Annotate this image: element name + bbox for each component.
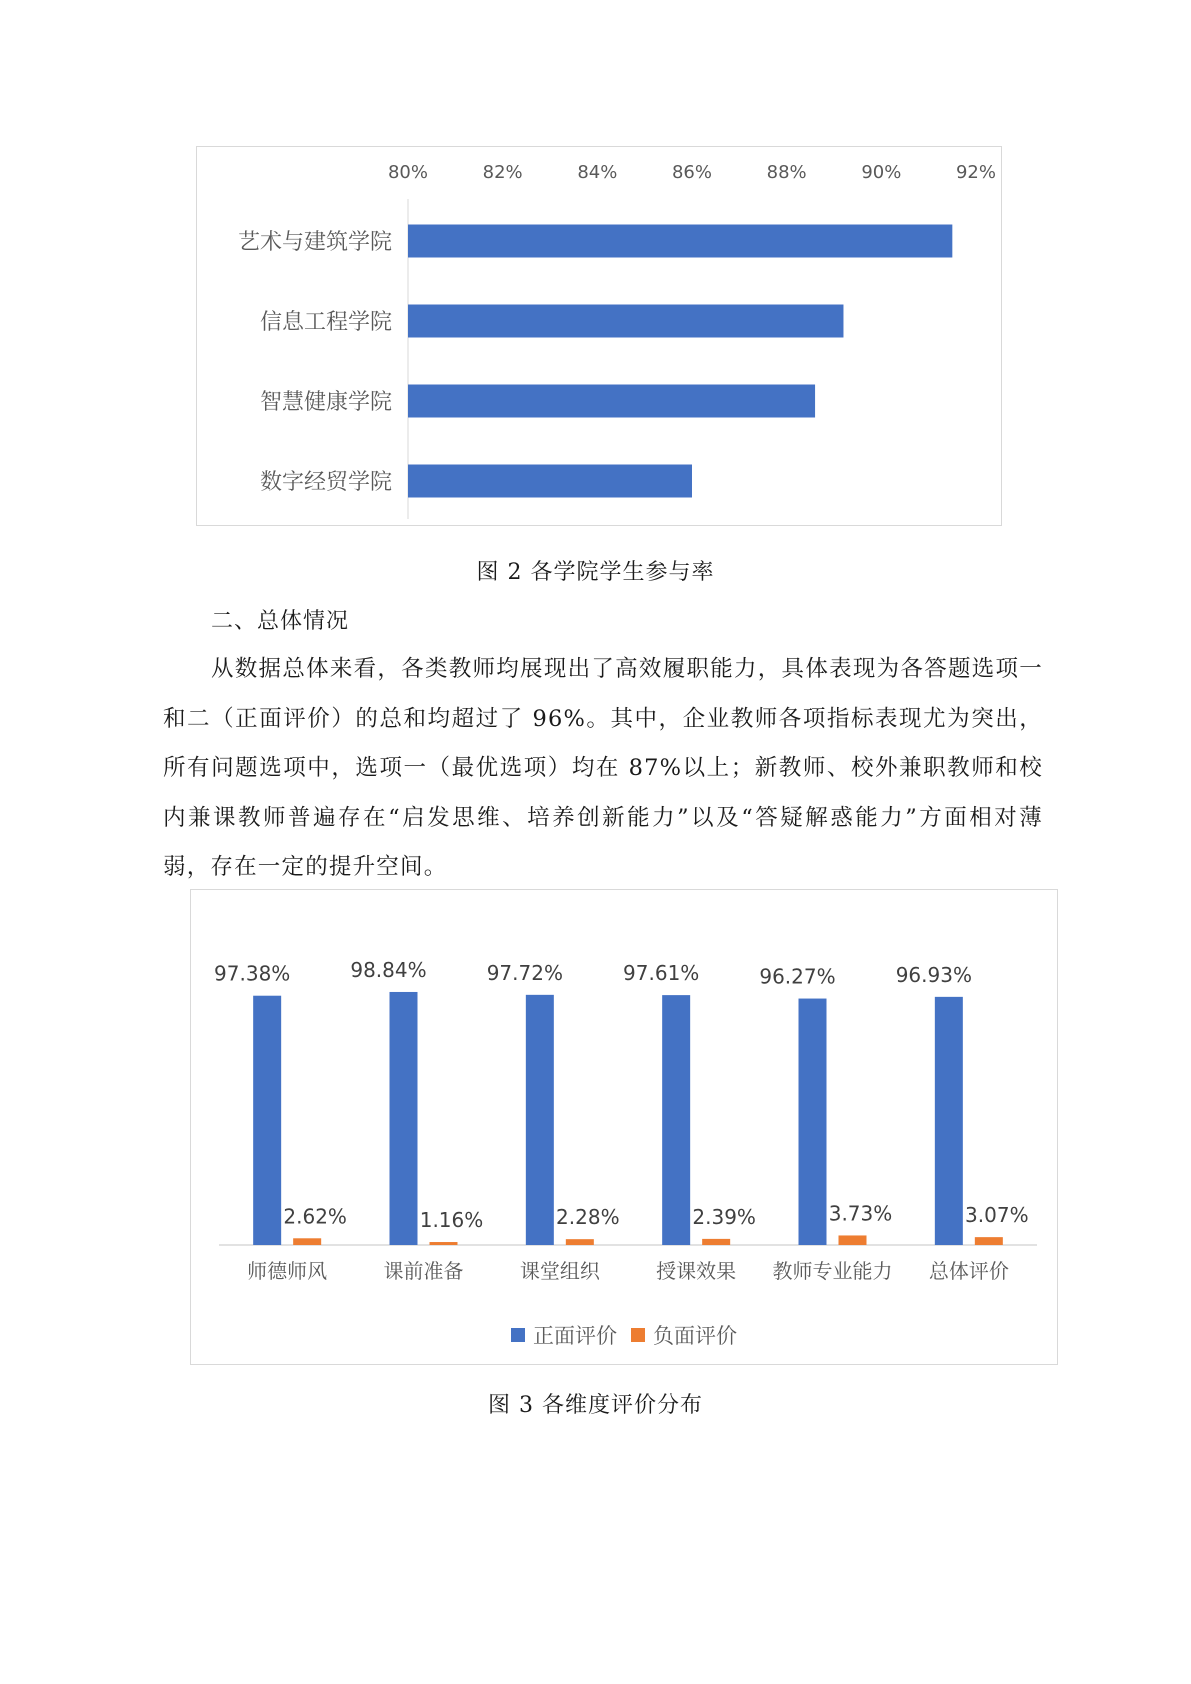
participation-rate-chart-svg — [197, 147, 1003, 527]
negative-data-label: 3.07% — [965, 1203, 1029, 1228]
category-label: 教师专业能力 — [772, 1259, 893, 1283]
category-label: 师德师风 — [247, 1259, 328, 1283]
negative-data-label: 3.73% — [828, 1201, 893, 1226]
evaluation-distribution-chart-svg — [191, 890, 1059, 1366]
positive-bar-3 — [526, 995, 554, 1245]
positive-data-label: 98.84% — [350, 957, 427, 982]
negative-bar-1 — [293, 1238, 321, 1245]
positive-bar-4 — [662, 995, 690, 1245]
positive-data-label: 97.61% — [623, 961, 700, 986]
negative-bar-3 — [566, 1239, 594, 1245]
chart-legend — [191, 1320, 1057, 1350]
positive-data-label: 96.93% — [895, 962, 972, 987]
legend-swatch-positive — [511, 1328, 525, 1342]
positive-bar-2 — [390, 992, 418, 1245]
legend-swatch-negative — [631, 1328, 645, 1342]
section-paragraph: 从数据总体来看，各类教师均展现出了高效履职能力，具体表现为各答题选项一和二（正面评价）的总和均超过了 96%。其中，企业教师各项指标表现尤为突出，所有问题选项中，选项一（最优选项）均在 87%以上；新教师、校外兼职教师和校内兼课教师普遍存在“启发思维、培养创新能力”以及“答疑解惑能力”方面相对薄弱，存在一定的提升空间。 — [163, 656, 1043, 880]
positive-data-label: 96.27% — [759, 964, 836, 989]
category-label: 课堂组织 — [519, 1259, 600, 1283]
negative-bar-4 — [702, 1239, 730, 1245]
negative-bar-6 — [975, 1237, 1003, 1245]
negative-data-label: 2.62% — [283, 1204, 347, 1229]
evaluation-distribution-chart — [190, 889, 1058, 1365]
figure3-caption: 图 3 各维度评价分布 — [488, 1393, 703, 1418]
bar-4 — [408, 465, 692, 498]
negative-data-label: 2.39% — [692, 1204, 756, 1229]
positive-bar-1 — [253, 996, 281, 1245]
legend-item-positive — [511, 1320, 617, 1350]
category-label: 智慧健康学院 — [259, 390, 392, 415]
x-tick-label: 92% — [955, 162, 997, 183]
legend-label-negative: 负面评价 — [653, 1324, 737, 1348]
bar-3 — [408, 385, 815, 418]
category-label: 数字经贸学院 — [259, 470, 392, 495]
x-tick-label: 90% — [861, 162, 902, 183]
category-label: 课前准备 — [383, 1259, 464, 1283]
section-heading: 二、总体情况 — [211, 609, 350, 634]
positive-bar-6 — [935, 997, 963, 1245]
category-label: 艺术与建筑学院 — [237, 230, 392, 255]
legend-label-positive: 正面评价 — [533, 1324, 617, 1348]
negative-data-label: 2.28% — [556, 1205, 620, 1230]
x-tick-label: 86% — [671, 162, 713, 183]
x-tick-label: 84% — [577, 162, 618, 183]
figure2-caption: 图 2 各学院学生参与率 — [476, 560, 715, 585]
participation-rate-chart — [196, 146, 1002, 526]
positive-data-label: 97.72% — [486, 960, 563, 985]
category-label: 总体评价 — [928, 1259, 1009, 1283]
negative-bar-5 — [839, 1235, 867, 1245]
x-tick-label: 82% — [482, 162, 523, 183]
bar-1 — [408, 225, 952, 258]
category-label: 授课效果 — [656, 1259, 737, 1283]
positive-data-label: 97.38% — [214, 961, 291, 986]
x-tick-label: 88% — [766, 162, 807, 183]
bar-2 — [408, 305, 843, 338]
negative-data-label: 1.16% — [419, 1208, 484, 1233]
negative-bar-2 — [430, 1242, 458, 1245]
legend-item-negative — [631, 1320, 737, 1350]
x-tick-label: 80% — [387, 162, 429, 183]
category-label: 信息工程学院 — [259, 310, 392, 335]
positive-bar-5 — [799, 999, 827, 1245]
